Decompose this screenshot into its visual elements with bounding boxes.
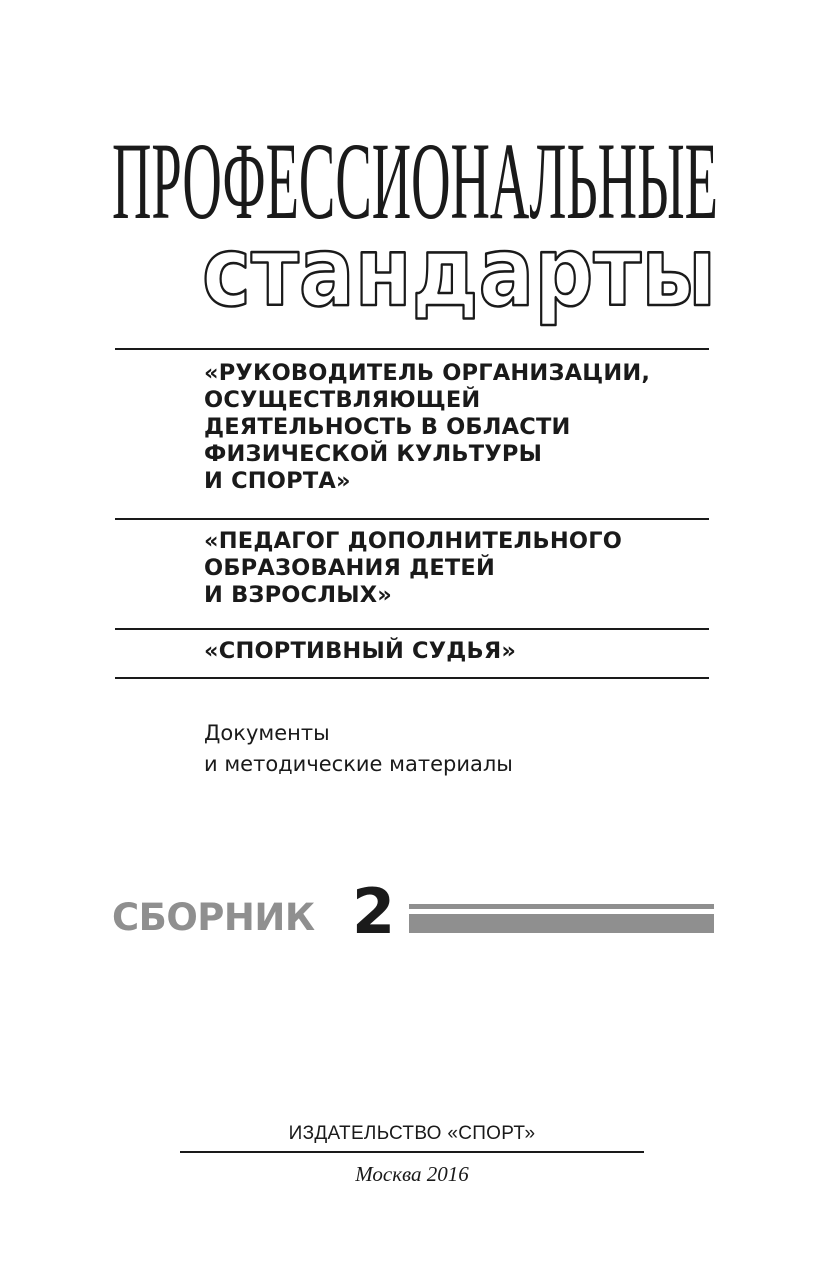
subtitle-line: Документы (204, 721, 330, 745)
city-year: Москва 2016 (355, 1162, 469, 1186)
divider-4 (115, 677, 709, 679)
standard-3 (204, 638, 719, 665)
title-sub-text: стандарты (202, 216, 716, 328)
title-sub-graphic (200, 216, 718, 332)
divider-2 (115, 518, 709, 520)
standard-1-line: И СПОРТА» (204, 468, 351, 494)
standard-1-line: ДЕЯТЕЛЬНОСТЬ В ОБЛАСТИ (204, 414, 571, 440)
standard-3-line: «СПОРТИВНЫЙ СУДЬЯ» (204, 638, 517, 664)
standard-2-line: «ПЕДАГОГ ДОПОЛНИТЕЛЬНОГО (204, 528, 623, 554)
title-sub (200, 216, 718, 332)
publisher-divider (180, 1151, 644, 1153)
title-main (112, 120, 718, 242)
collection-decor-bars (409, 904, 714, 934)
collection-label (112, 875, 714, 948)
divider-3 (115, 628, 709, 630)
standard-2-line: И ВЗРОСЛЫХ» (204, 582, 393, 608)
divider-1 (115, 348, 709, 350)
standard-1-line: ОСУЩЕСТВЛЯЮЩЕЙ (204, 387, 481, 413)
standard-1 (204, 360, 719, 495)
collection-word: СБОРНИК (112, 896, 315, 939)
decor-bar-thick (409, 914, 714, 933)
subtitle-line: и методические материалы (204, 752, 513, 776)
title-main-text: ПРОФЕССИОНАЛЬНЫЕ (112, 120, 718, 242)
standard-1-line: ФИЗИЧЕСКОЙ КУЛЬТУРЫ (204, 441, 543, 467)
standard-2-line: ОБРАЗОВАНИЯ ДЕТЕЙ (204, 555, 496, 581)
publisher: ИЗДАТЕЛЬСТВО «СПОРТ» (288, 1123, 536, 1144)
title-main-graphic (112, 120, 718, 242)
subtitle (204, 718, 704, 780)
decor-bar-thin (409, 904, 714, 909)
collection-number: 2 (352, 875, 396, 948)
standard-1-line: «РУКОВОДИТЕЛЬ ОРГАНИЗАЦИИ, (204, 360, 651, 386)
standard-2 (204, 528, 719, 609)
